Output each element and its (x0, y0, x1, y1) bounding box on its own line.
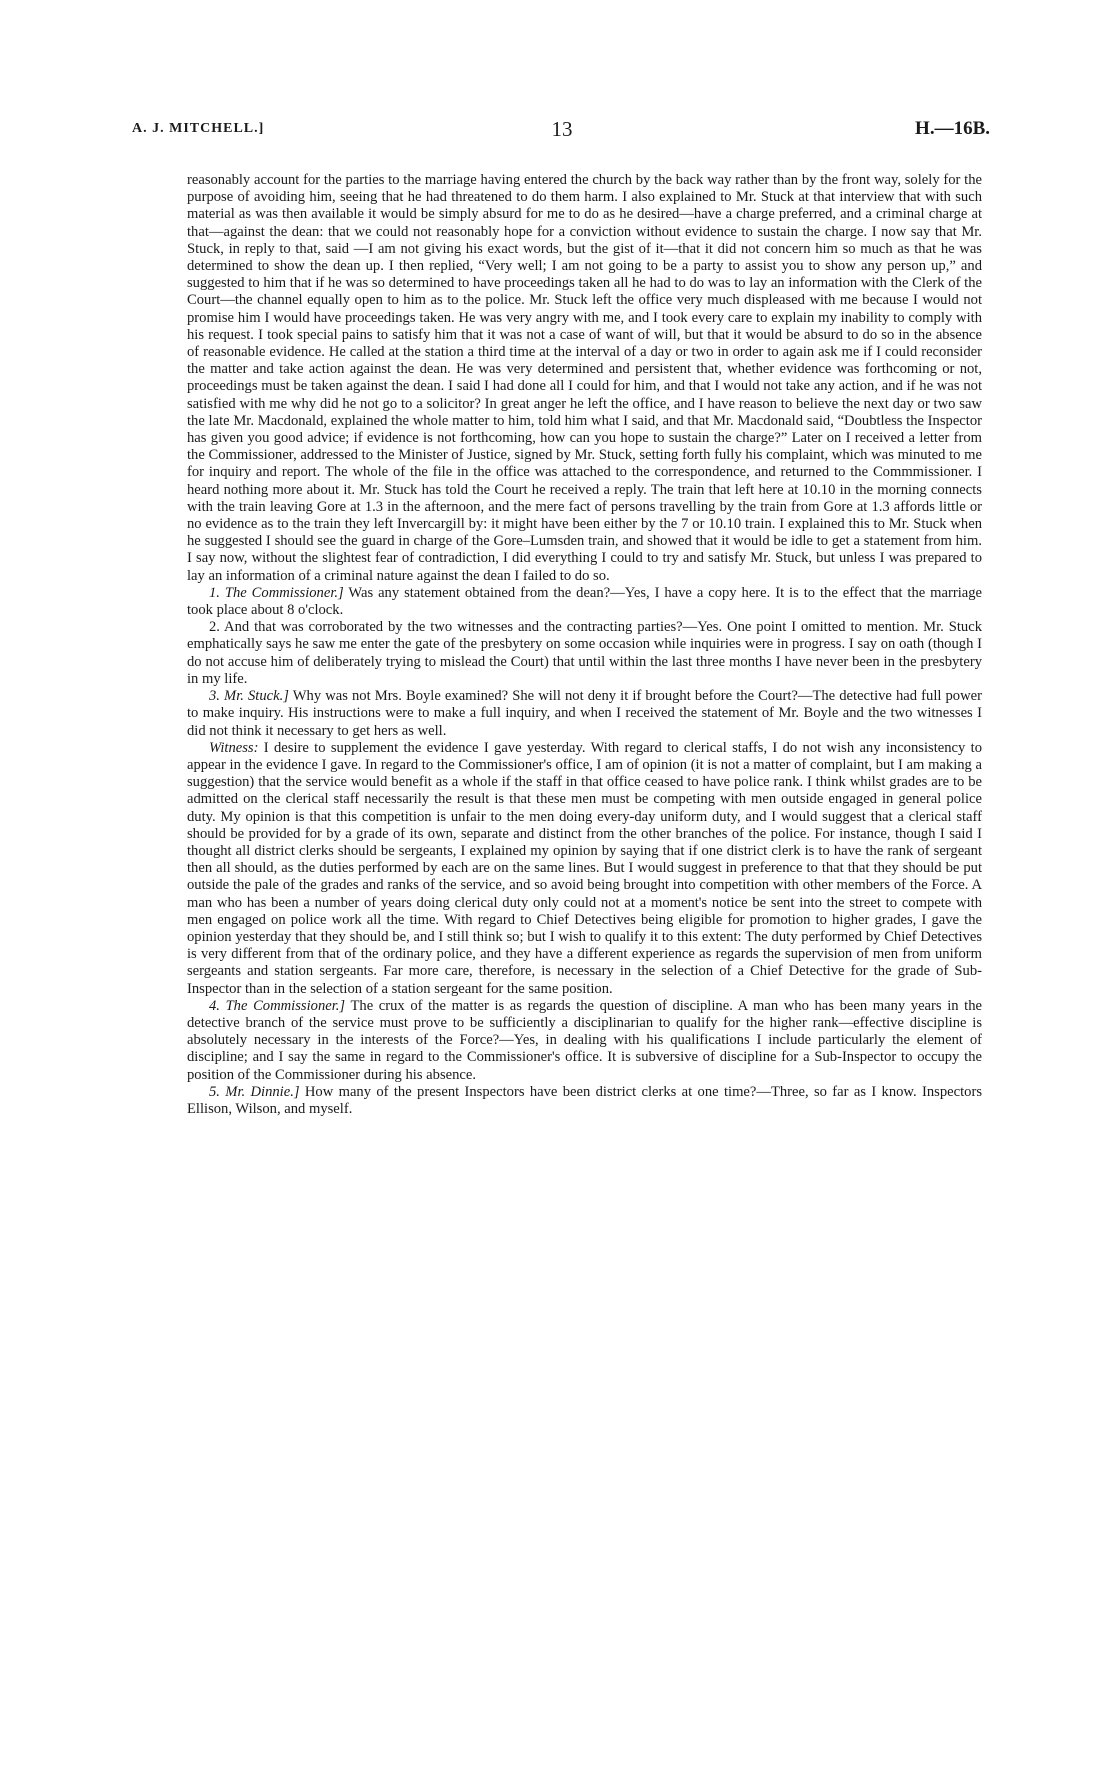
question-2 (187, 619, 982, 688)
paragraph-text: How many of the present Inspectors have been district clerks at one time?—Three, so far as I know. Inspectors Ellison, Wilson, and myself. (187, 1083, 982, 1117)
speaker-label: 3. Mr. Stuck.] (209, 688, 289, 705)
page-number: 13 (551, 117, 573, 141)
question-5 (187, 1084, 982, 1118)
question-3 (187, 688, 982, 740)
paragraph-text: Was any statement obtained from the dean?—Yes, I have a copy here. It is to the effect that the marriage took place about 8 o'clock. (187, 584, 983, 619)
paragraph-text: The crux of the matter is as regards the question of discipline. A man who has been many years in the detective branch of the service must prove to be sufficiently a disciplinarian to qualify for the higher rank—effective discipline is absolutely necessary in the interests of the Force?—Yes, in dealing with his qualifications I include particularly the element of discipline; and I say the same in regard to the Commissioner's office. It is subversive of discipline for a Sub-Inspector to occupy the position of the Commissioner during his absence. (187, 997, 982, 1083)
speaker-label: Witness: (209, 739, 259, 756)
paragraph-text: I desire to supplement the evidence I gave yesterday. With regard to clerical staffs, I do not wish any inconsistency to appear in the evidence I gave. In regard to the Commissioner's office, I am of opinion (it is not a matter of complaint, but I am making a suggestion) that the service would benefit as a whole if the staff in that office ceased to have police rank. I think whilst grades are to be admitted on the clerical staff necessarily the result is that these men must be competing with men outside engaged in general police duty. My opinion is that this competition is unfair to the men doing every-day uniform duty, and I would suggest that a clerical staff should be provided for by a grade of its own, separate and distinct from the other branches of the police. For instance, though I said I thought all district clerks should be sergeants, I explained my opinion by saying that if one district clerk is to have the rank of sergeant then all should, as the duties performed by each are on the same lines. But I would suggest in preference to that that they should be put outside the pale of the grades and ranks of the service, and so avoid being brought into competition with other members of the Force. A man who has been a number of years doing clerical duty only could not at a moment's notice be sent into the street to compete with men engaged on police work all the time. With regard to Chief Detectives being eligible for promotion to higher grades, I gave the opinion yesterday that they should be, and I still think so; but I wish to qualify it to this extent: The duty performed by Chief Detectives is very different from that of the ordinary police, and they have a different experience as regards the supervision of men from uniform sergeants and station sergeants. Far more care, therefore, is necessary in the selection of a Chief Detective for the grade of Sub-Inspector than in the selection of a station sergeant for the same position. (187, 739, 982, 997)
paragraph-text: reasonably account for the parties to the marriage having entered the church by the back way rather than by the front way, solely for the purpose of avoiding him, seeing that he had threatened to do them harm. I also explained to Mr. Stuck at that interview that with such material as was then available it would be simply absurd for me to do as he desired—have a charge preferred, and a criminal charge at that—against the dean: that we could not reasonably hope for a conviction without evidence to sustain the charge. I now say that Mr. Stuck, in reply to that, said —I am not giving his exact words, but the gist of it—that it did not concern him so much as that he was determined to show the dean up. I then replied, “Very well; I am not going to be a party to assist you to show any person up,” and suggested to him that if he was so determined to have proceedings taken all he had to do was to lay an information with the Clerk of the Court—the channel equally open to him as to the police. Mr. Stuck left the office very much displeased with me because I would not promise him I would have proceedings taken. He was very angry with me, and I took every care to explain my inability to comply with his request. I took special pains to satisfy him that it was not a case of want of will, but that it would be absurd to do so in the absence of reasonable evidence. He called at the station a third time at the interval of a day or two in order to again ask me if I could reconsider the matter and take action against the dean. He was very determined and persistent that, whether evidence was forthcoming or not, proceedings must be taken against the dean. I said I had done all I could for him, and that I would not take any action, and if he was not satisfied with me why did he not go to a solicitor? In great anger he left the office, and I have reason to believe the next day or two saw the late Mr. Macdonald, explained the whole matter to him, told him what I said, and that Mr. Macdonald said, “Doubtless the Inspector has given you good advice; if evidence is not forthcoming, how can you hope to sustain the charge?” Later on I received a letter from the Commissioner, addressed to the Minister of Justice, signed by Mr. Stuck, setting forth fully his complaint, which was minuted to me for inquiry and report. The whole of the file in the office was attached to the correspondence, and returned to the Commmissioner. I heard nothing more about it. Mr. Stuck has told the Court he received a reply. The train that left here at 10.10 in the morning connects with the train leaving Gore at 1.3 in the afternoon, and the mere fact of persons travelling by the train from Gore at 1.3 affords little or no evidence as to the train they left Invercargill by: it might have been either by the 7 or 10.10 train. I explained this to Mr. Stuck when he suggested I should see the guard in charge of the Gore–Lumsden train, and showed that it would be idle to get a statement from him. I say now, without the slightest fear of contradiction, I did everything I could to try and satisfy Mr. Stuck, but unless I was prepared to lay an information of a criminal nature against the dean I failed to do so. (187, 172, 982, 584)
paragraph-text: Why was not Mrs. Boyle examined? She will not deny it if brought before the Court?—The detective had full power to make inquiry. His instructions were to make a full inquiry, and when I received the statement of Mr. Boyle and the two witnesses I did not think it necessary to get hers as well. (187, 688, 982, 739)
speaker-label: 1. The Commissioner.] (209, 584, 344, 601)
paragraph-text: 2. And that was corroborated by the two witnesses and the contracting parties?—Yes. One point I omitted to mention. Mr. Stuck emphatically says he saw me enter the gate of the presbytery on some occasion while inquiries were in progress. I say on oath (though I do not accuse him of deliberately trying to mislead the Court) that until within the last three months I have never been in the presbytery in my life. (187, 619, 982, 687)
page-header (132, 117, 992, 147)
witness-name: A. J. MITCHELL.] (132, 121, 265, 136)
witness-statement (187, 740, 982, 998)
speaker-label: 4. The Commissioner.] (209, 997, 346, 1014)
question-4 (187, 998, 982, 1084)
speaker-label: 5. Mr. Dinnie.] (209, 1083, 300, 1100)
document-reference: H.—16B. (915, 118, 990, 139)
question-1 (187, 585, 982, 619)
paragraph-continuation (187, 172, 982, 585)
document-body (187, 172, 982, 1118)
